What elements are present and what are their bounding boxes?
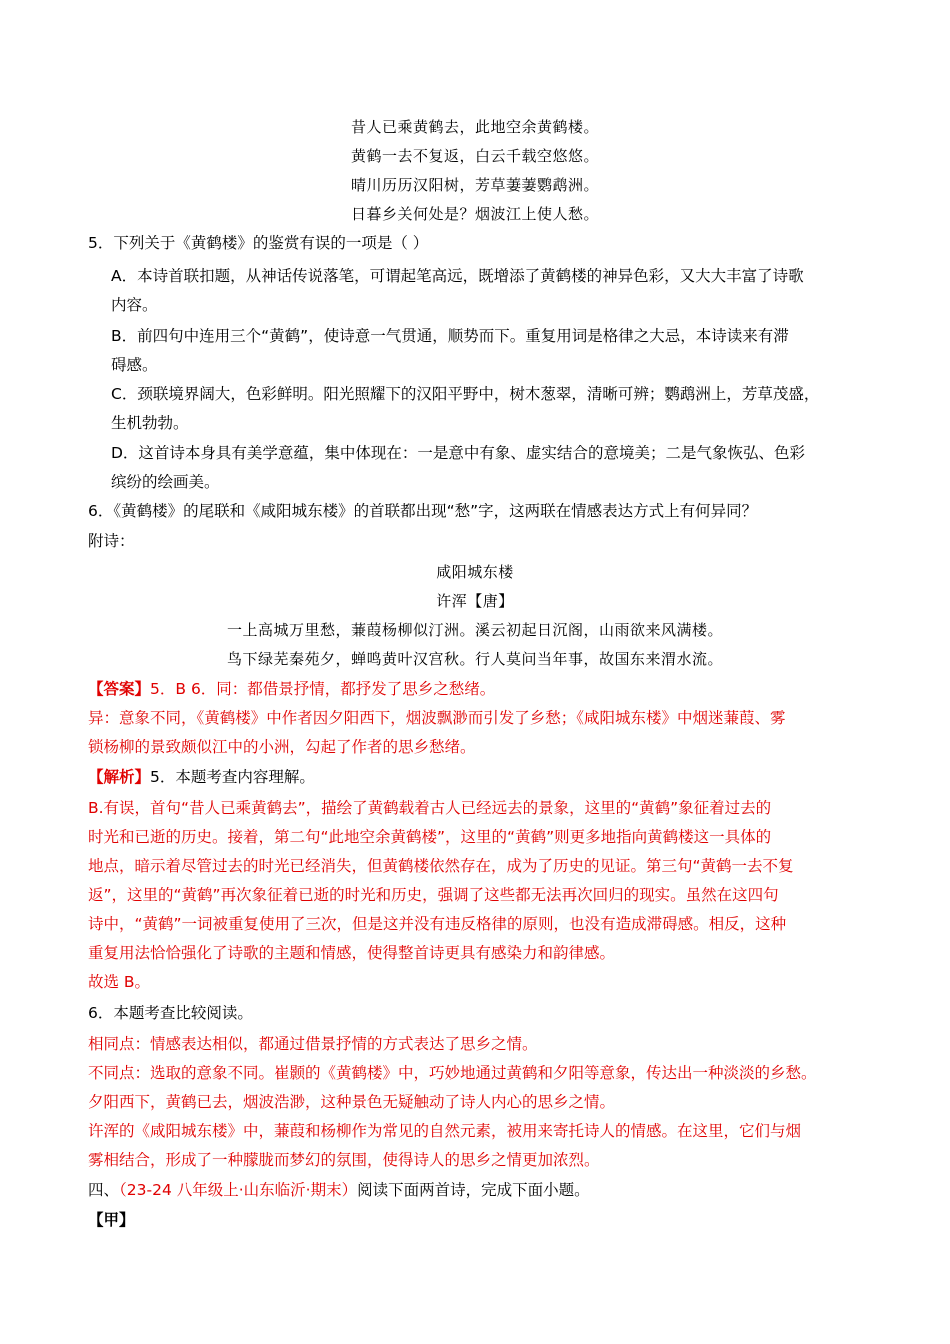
question-5: 5．下列关于《黄鹤楼》的鉴赏有误的一项是（ ）: [88, 234, 429, 252]
option-d-cont: 缤纷的绘画美。: [111, 473, 220, 491]
poem-jia-label: 【甲】: [88, 1211, 135, 1229]
poem-line: 黄鹤一去不复返，白云千载空悠悠。: [350, 147, 599, 165]
poem2-line: 鸟下绿芜秦苑夕，蝉鸣黄叶汉宫秋。行人莫问当年事，故国东来渭水流。: [226, 650, 723, 668]
answer-line: 异：意象不同，《黄鹤楼》中作者因夕阳西下，烟波飘渺而引发了乡愁；《咸阳城东楼》中烟迷蒹葭、雾: [88, 709, 786, 727]
appendix-label: 附诗：: [88, 532, 135, 550]
analysis-line: 6．本题考查比较阅读。: [88, 1004, 253, 1022]
option-a-cont: 内容。: [111, 296, 158, 314]
analysis-line: 故选 B。: [88, 973, 151, 991]
option-b: B．前四句中连用三个“黄鹤”，使诗意一气贯通，顺势而下。重复用词是格律之大忌，本诗读来有滞: [111, 327, 789, 345]
question-6: 6．《黄鹤楼》的尾联和《咸阳城东楼》的首联都出现“愁”字，这两联在情感表达方式上有何异同？: [88, 502, 758, 520]
analysis-line: 返”，这里的“黄鹤”再次象征着已逝的时光和历史，强调了这些都无法再次回归的现实。虽然在这四句: [88, 886, 779, 904]
section-4-heading: [88, 1178, 590, 1200]
analysis-line: 雾相结合，形成了一种朦胧而梦幻的氛围，使得诗人的思乡之情更加浓烈。: [88, 1151, 600, 1169]
analysis-line: 不同点：选取的意象不同。崔颢的《黄鹤楼》中，巧妙地通过黄鹤和夕阳等意象，传达出一种淡淡的乡愁。: [88, 1064, 817, 1082]
analysis-line: 相同点：情感表达相似，都通过借景抒情的方式表达了思乡之情。: [88, 1035, 538, 1053]
analysis-line: 诗中，“黄鹤”一词被重复使用了三次，但是这并没有违反格律的原则，也没有造成滞碍感。相反，这种: [88, 915, 787, 933]
poem2-line: 一上高城万里愁，蒹葭杨柳似汀洲。溪云初起日沉阁，山雨欲来风满楼。: [226, 621, 723, 639]
poem-line: 日暮乡关何处是？烟波江上使人愁。: [350, 205, 599, 223]
analysis-line: [88, 765, 315, 787]
analysis-line: 许浑的《咸阳城东楼》中，蒹葭和杨柳作为常见的自然元素，被用来寄托诗人的情感。在这里，它们与烟: [88, 1122, 802, 1140]
option-c: C．颈联境界阔大，色彩鲜明。阳光照耀下的汉阳平野中，树木葱翠，清晰可辨；鹦鹉洲上，芳草茂盛，: [111, 385, 820, 403]
analysis-text: 5．本题考查内容理解。: [150, 768, 315, 786]
analysis-line: 夕阳西下，黄鹤已去，烟波浩渺，这种景色无疑触动了诗人内心的思乡之情。: [88, 1093, 616, 1111]
analysis-line: 地点，暗示着尽管过去的时光已经消失，但黄鹤楼依然存在，成为了历史的见证。第三句“黄鹤一去不复: [88, 857, 794, 875]
answer-tag: 【答案】: [88, 680, 151, 698]
option-c-cont: 生机勃勃。: [111, 414, 189, 432]
poem2-author: 许浑【唐】: [436, 592, 514, 610]
poem-line: 晴川历历汉阳树，芳草萋萋鹦鹉洲。: [350, 176, 599, 194]
answer-line: [88, 677, 495, 699]
analysis-tag: 【解析】: [88, 768, 151, 786]
analysis-line: 重复用法恰恰强化了诗歌的主题和情感，使得整首诗更具有感染力和韵律感。: [88, 944, 616, 962]
option-a: A．本诗首联扣题，从神话传说落笔，可谓起笔高远，既增添了黄鹤楼的神异色彩，又大大丰富了诗歌: [111, 267, 804, 285]
answer-text: 5．B 6．同：都借景抒情，都抒发了思乡之愁绪。: [150, 680, 496, 698]
section-4-instruction: 阅读下面两首诗，完成下面小题。: [357, 1181, 590, 1199]
poem-line: 昔人已乘黄鹤去，此地空余黄鹤楼。: [350, 118, 599, 136]
option-d: D．这首诗本身具有美学意蕴，集中体现在：一是意中有象、虚实结合的意境美；二是气象恢弘、色彩: [111, 444, 805, 462]
section-4-source: （23-24 八年级上·山东临沂·期末）: [119, 1181, 358, 1199]
section-4-num: 四、: [88, 1181, 120, 1199]
analysis-line: 时光和已逝的历史。接着，第二句“此地空余黄鹤楼”，这里的“黄鹤”则更多地指向黄鹤楼这一具体的: [88, 828, 772, 846]
poem2-title: 咸阳城东楼: [436, 563, 514, 581]
answer-line: 锁杨柳的景致颇似江中的小洲，勾起了作者的思乡愁绪。: [88, 738, 476, 756]
analysis-line: B.有误，首句“昔人已乘黄鹤去”，描绘了黄鹤载着古人已经远去的景象，这里的“黄鹤”象征着过去的: [88, 799, 772, 817]
option-b-cont: 碍感。: [111, 356, 158, 374]
